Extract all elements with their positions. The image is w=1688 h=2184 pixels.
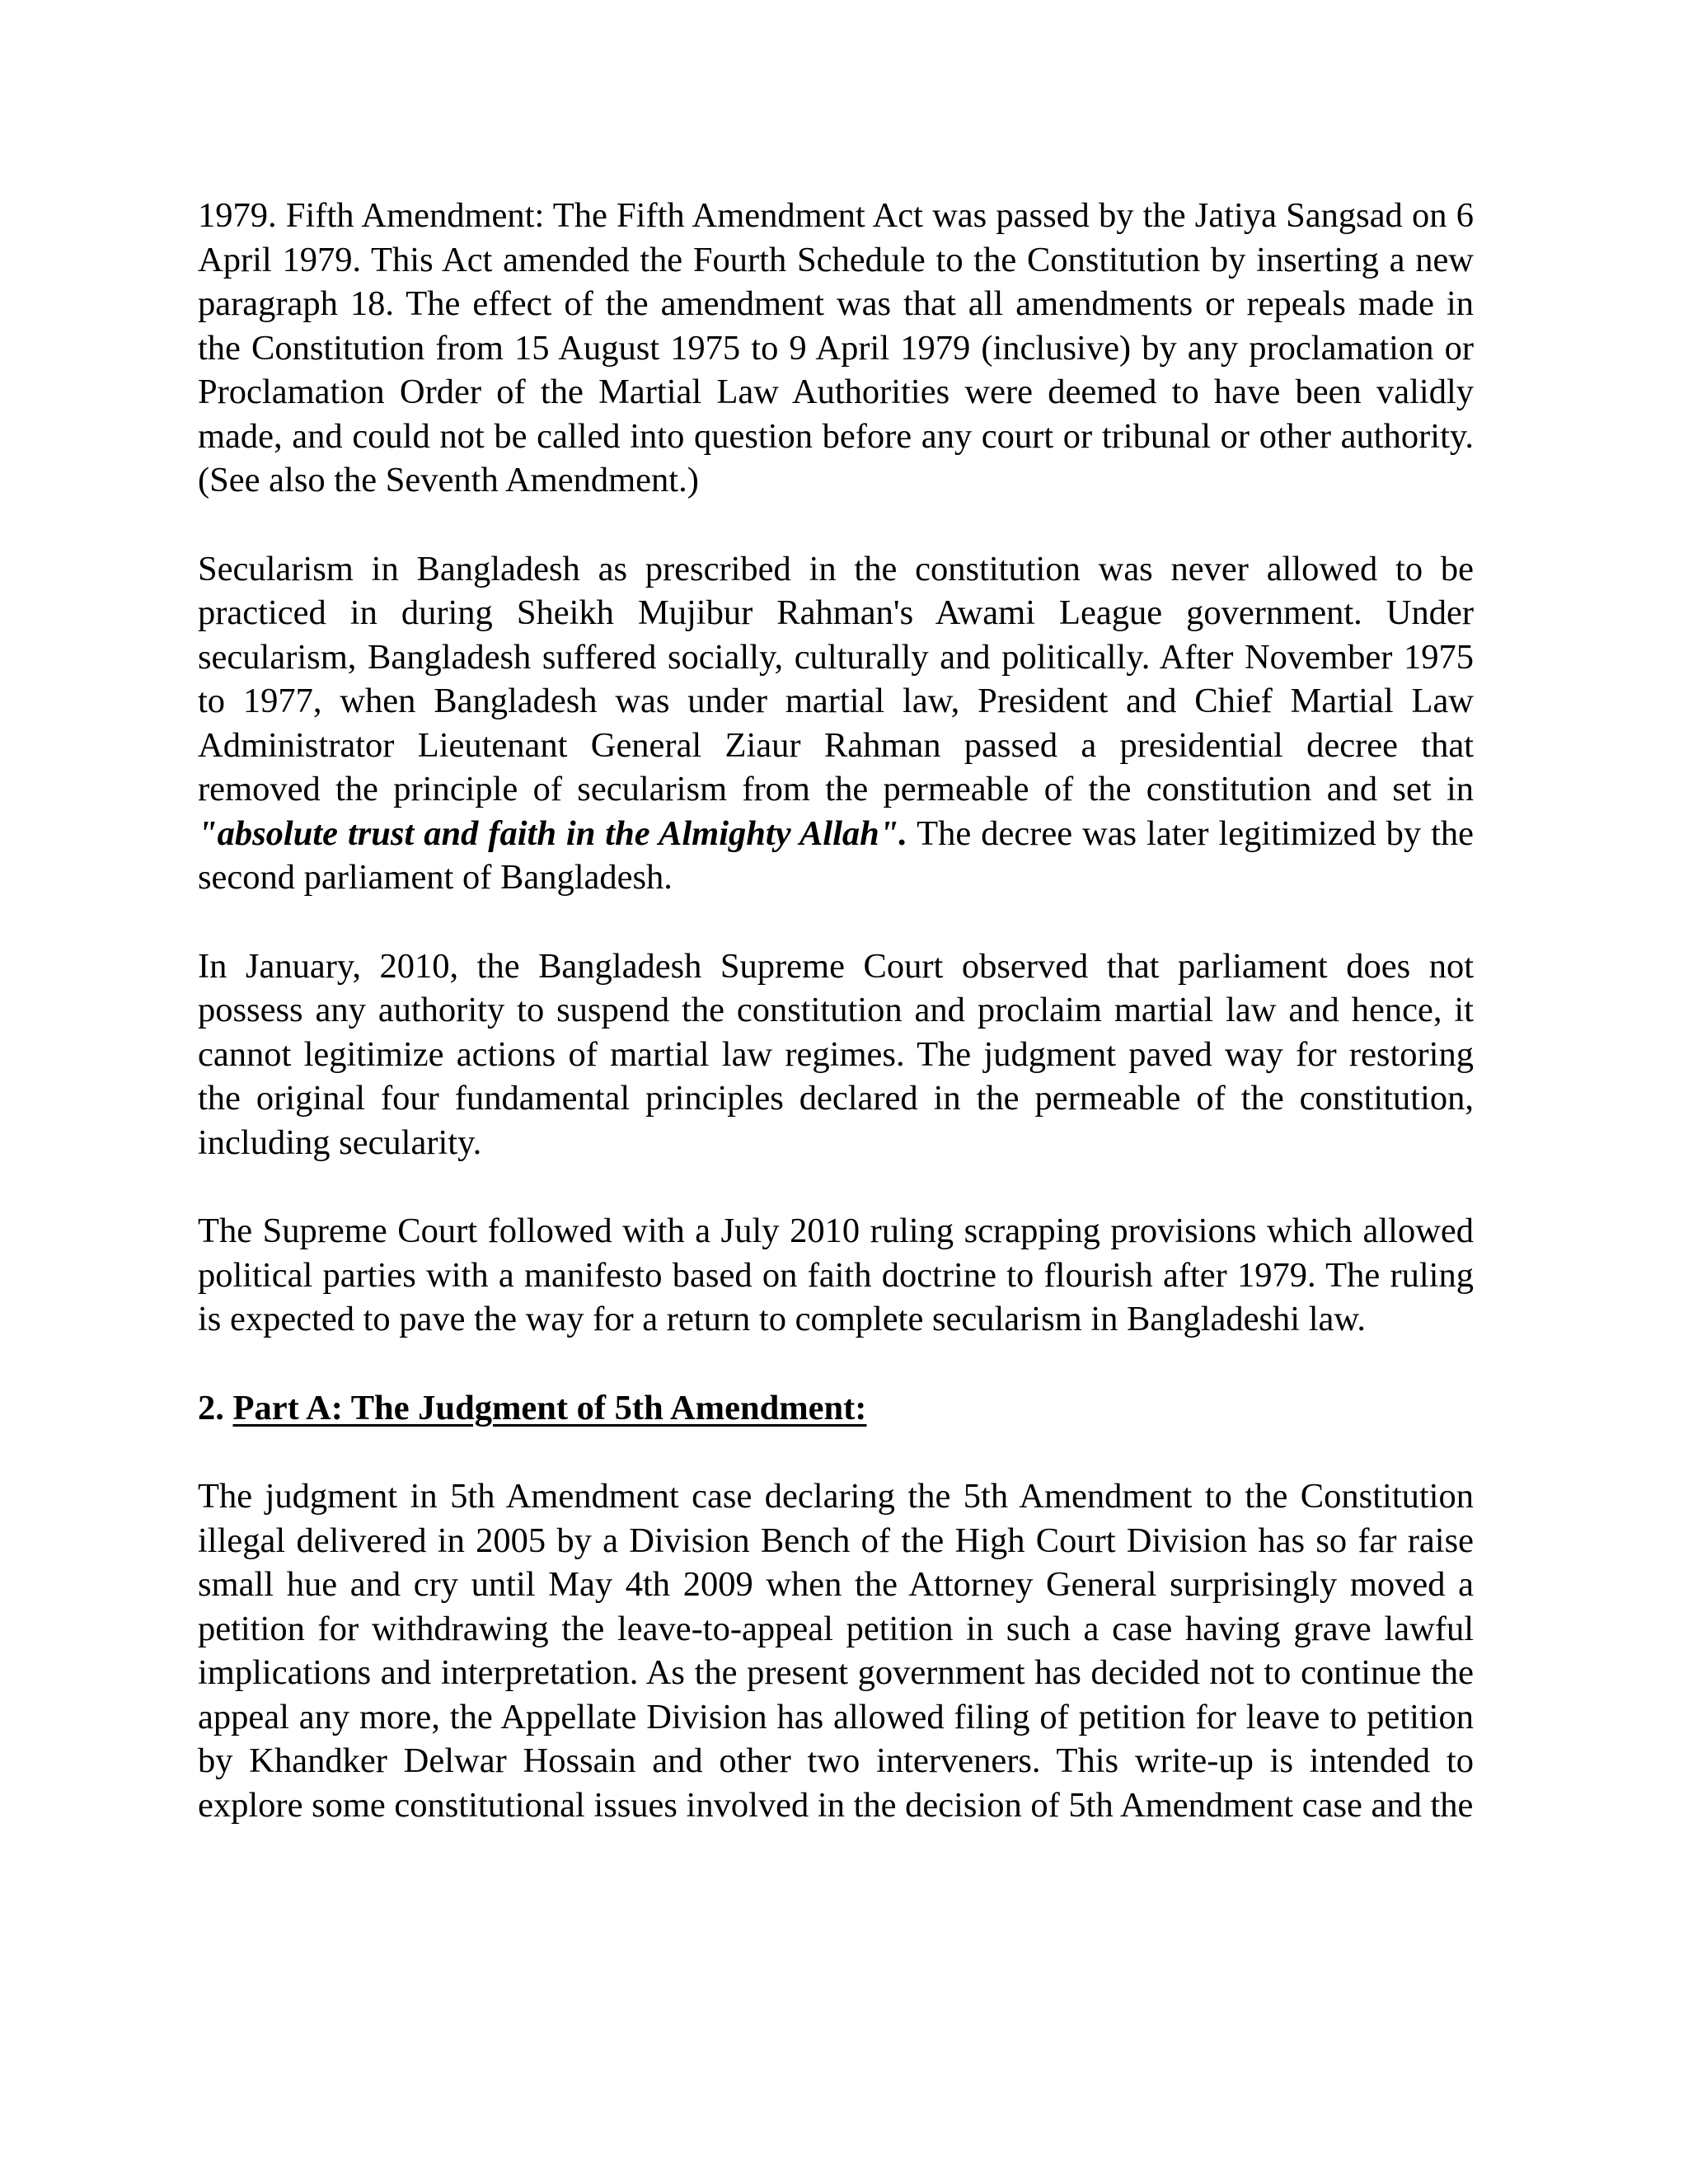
section-heading [198,1386,1474,1431]
paragraph-secularism-text-end: The decree was later legitimized by the second parliament of Bangladesh. [198,813,1474,897]
paragraph-supreme-court-july: The Supreme Court followed with a July 2010 ruling scrapping provisions which allowed political parties with a manifesto based on faith doctrine to flourish after 1979. The ruling is expected to pave the way for a return to complete secularism in Bangladeshi law. [198,1212,1474,1338]
paragraph-secularism [198,547,1474,900]
paragraph-judgment: The judgment in 5th Amendment case declaring the 5th Amendment to the Constitution illegal delivered in 2005 by a Division Bench of the High Court Division has so far raise small hue and cry until May 4th 2009 when the Attorney General surprisingly moved a petition for withdrawing the leave-to-appeal petition in such a case having grave lawful implications and interpretation. As the present government has decided not to continue the appeal any more, the Appellate Division has allowed filing of petition for leave to petition by Khandker Delwar Hossain and other two interveners. This write-up is intended to explore some constitutional issues involved in the decision of 5th Amendment case and the [198,1477,1474,1825]
paragraph-supreme-court-january: In January, 2010, the Bangladesh Supreme Court observed that parliament does not possess any authority to suspend the constitution and proclaim martial law and hence, it cannot legitimize actions of martial law regimes. The judgment paved way for restoring the original four fundamental principles declared in the permeable of the constitution, including secularity. [198,946,1474,1162]
paragraph-secularism-text: Secularism in Bangladesh as prescribed in the constitution was never allowed to be practiced in during Sheikh Mujibur Rahman's Awami League government. Under secularism, Bangladesh suffered socially, culturally and politically. After November 1975 to 1977, when Bangladesh was under martial law, President and Chief Martial Law Administrator Lieutenant General Ziaur Rahman passed a presidential decree that removed the principle of secularism from the permeable of the constitution and set in [198,549,1474,808]
emphasis-quote: "absolute trust and faith in the Almighty Allah". [198,813,907,853]
section-title: Part A: The Judgment of 5th Amendment: [232,1388,867,1427]
section-number: 2. [198,1388,224,1427]
paragraph-fifth-amendment: 1979. Fifth Amendment: The Fifth Amendment Act was passed by the Jatiya Sangsad on 6 April 1979. This Act amended the Fourth Schedule to the Constitution by inserting a new paragraph 18. The effect of the amendment was that all amendments or repeals made in the Constitution from 15 August 1975 to 9 April 1979 (inclusive) by any proclamation or Proclamation Order of the Martial Law Authorities were deemed to have been validly made, and could not be called into question before any court or tribunal or other authority. (See also the Seventh Amendment.) [198,196,1474,499]
document-page [198,194,1474,1827]
